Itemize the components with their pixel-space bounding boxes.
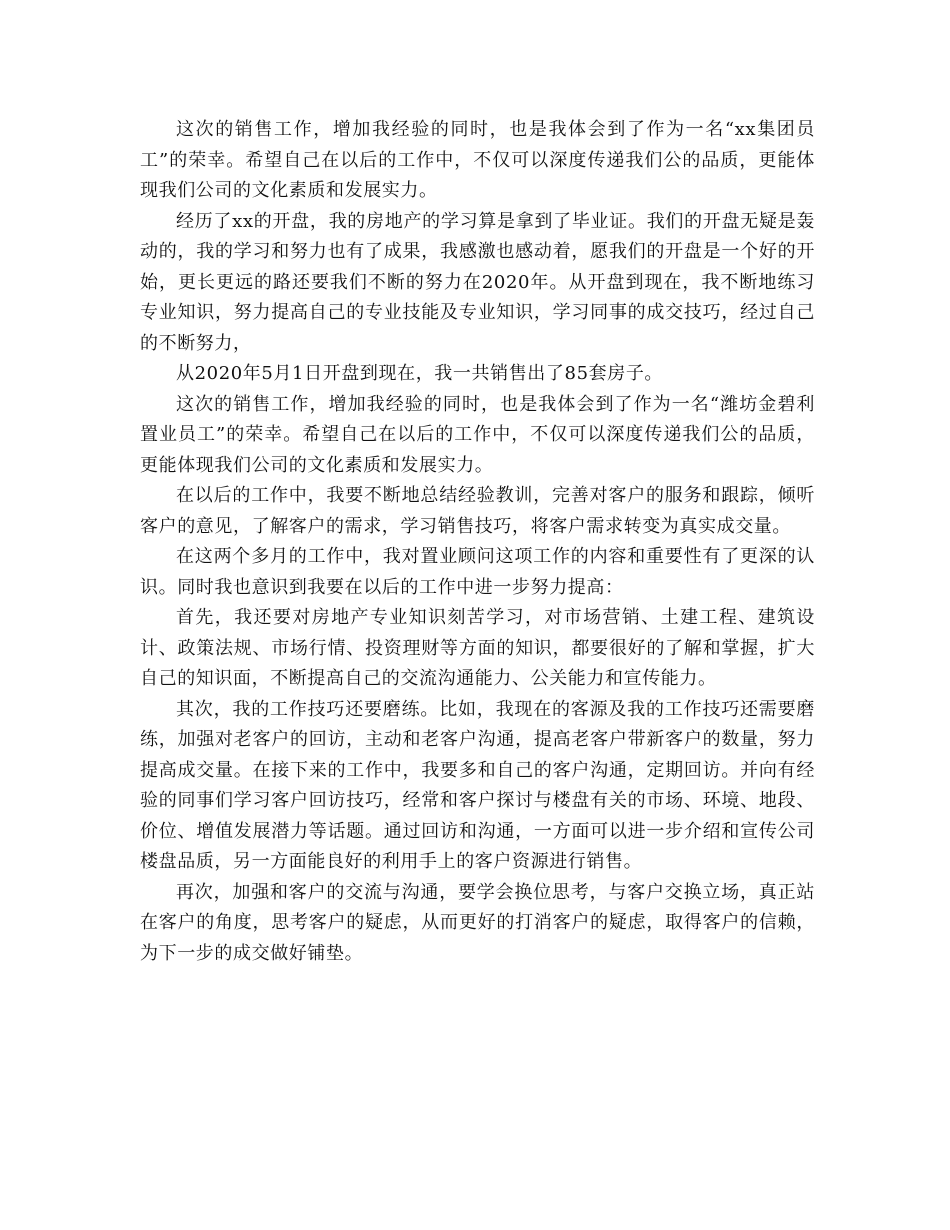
paragraph: 在这两个多月的工作中，我对置业顾问这项工作的内容和重要性有了更深的认识。同时我也意识到我要在以后的工作中进一步努力提高： [140,546,815,598]
paragraph: 首先，我还要对房地产专业知识刻苦学习，对市场营销、土建工程、建筑设计、政策法规、市场行情、投资理财等方面的知识，都要很好的了解和掌握，扩大自己的知识面，不断提高自己的交流沟通能力、公关能力和宣传能力。 [140,607,815,689]
paragraph: 其次，我的工作技巧还要磨练。比如，我现在的客源及我的工作技巧还需要磨练，加强对老客户的回访，主动和老客户沟通，提高老客户带新客户的数量，努力提高成交量。在接下来的工作中，我要多和自己的客户沟通，定期回访。并向有经验的同事们学习客户回访技巧，经常和客户探讨与楼盘有关的市场、环境、地段、价位、增值发展潜力等话题。通过回访和沟通，一方面可以进一步介绍和宣传公司楼盘品质，另一方面能良好的利用手上的客户资源进行销售。 [140,698,815,872]
document-body [140,115,815,969]
paragraph: 这次的销售工作，增加我经验的同时，也是我体会到了作为一名“xx集团员工”的荣幸。希望自己在以后的工作中，不仅可以深度传递我们公的品质，更能体现我们公司的文化素质和发展实力。 [140,119,815,201]
paragraph: 经历了xx的开盘，我的房地产的学习算是拿到了毕业证。我们的开盘无疑是轰动的，我的学习和努力也有了成果，我感激也感动着，愿我们的开盘是一个好的开始，更长更远的路还要我们不断的努力在2020年。从开盘到现在，我不断地练习专业知识，努力提高自己的专业技能及专业知识，学习同事的成交技巧，经过自己的不断努力， [140,210,815,354]
paragraph: 在以后的工作中，我要不断地总结经验教训，完善对客户的服务和跟踪，倾听客户的意见，了解客户的需求，学习销售技巧，将客户需求转变为真实成交量。 [140,485,815,537]
paragraph: 从2020年5月1日开盘到现在，我一共销售出了85套房子。 [176,363,664,384]
paragraph: 这次的销售工作，增加我经验的同时，也是我体会到了作为一名“潍坊金碧利置业员工”的荣幸。希望自己在以后的工作中，不仅可以深度传递我们公的品质，更能体现我们公司的文化素质和发展实力。 [140,393,815,476]
paragraph: 再次，加强和客户的交流与沟通，要学会换位思考，与客户交换立场，真正站在客户的角度，思考客户的疑虑，从而更好的打消客户的疑虑，取得客户的信赖，为下一步的成交做好铺垫。 [140,881,815,964]
